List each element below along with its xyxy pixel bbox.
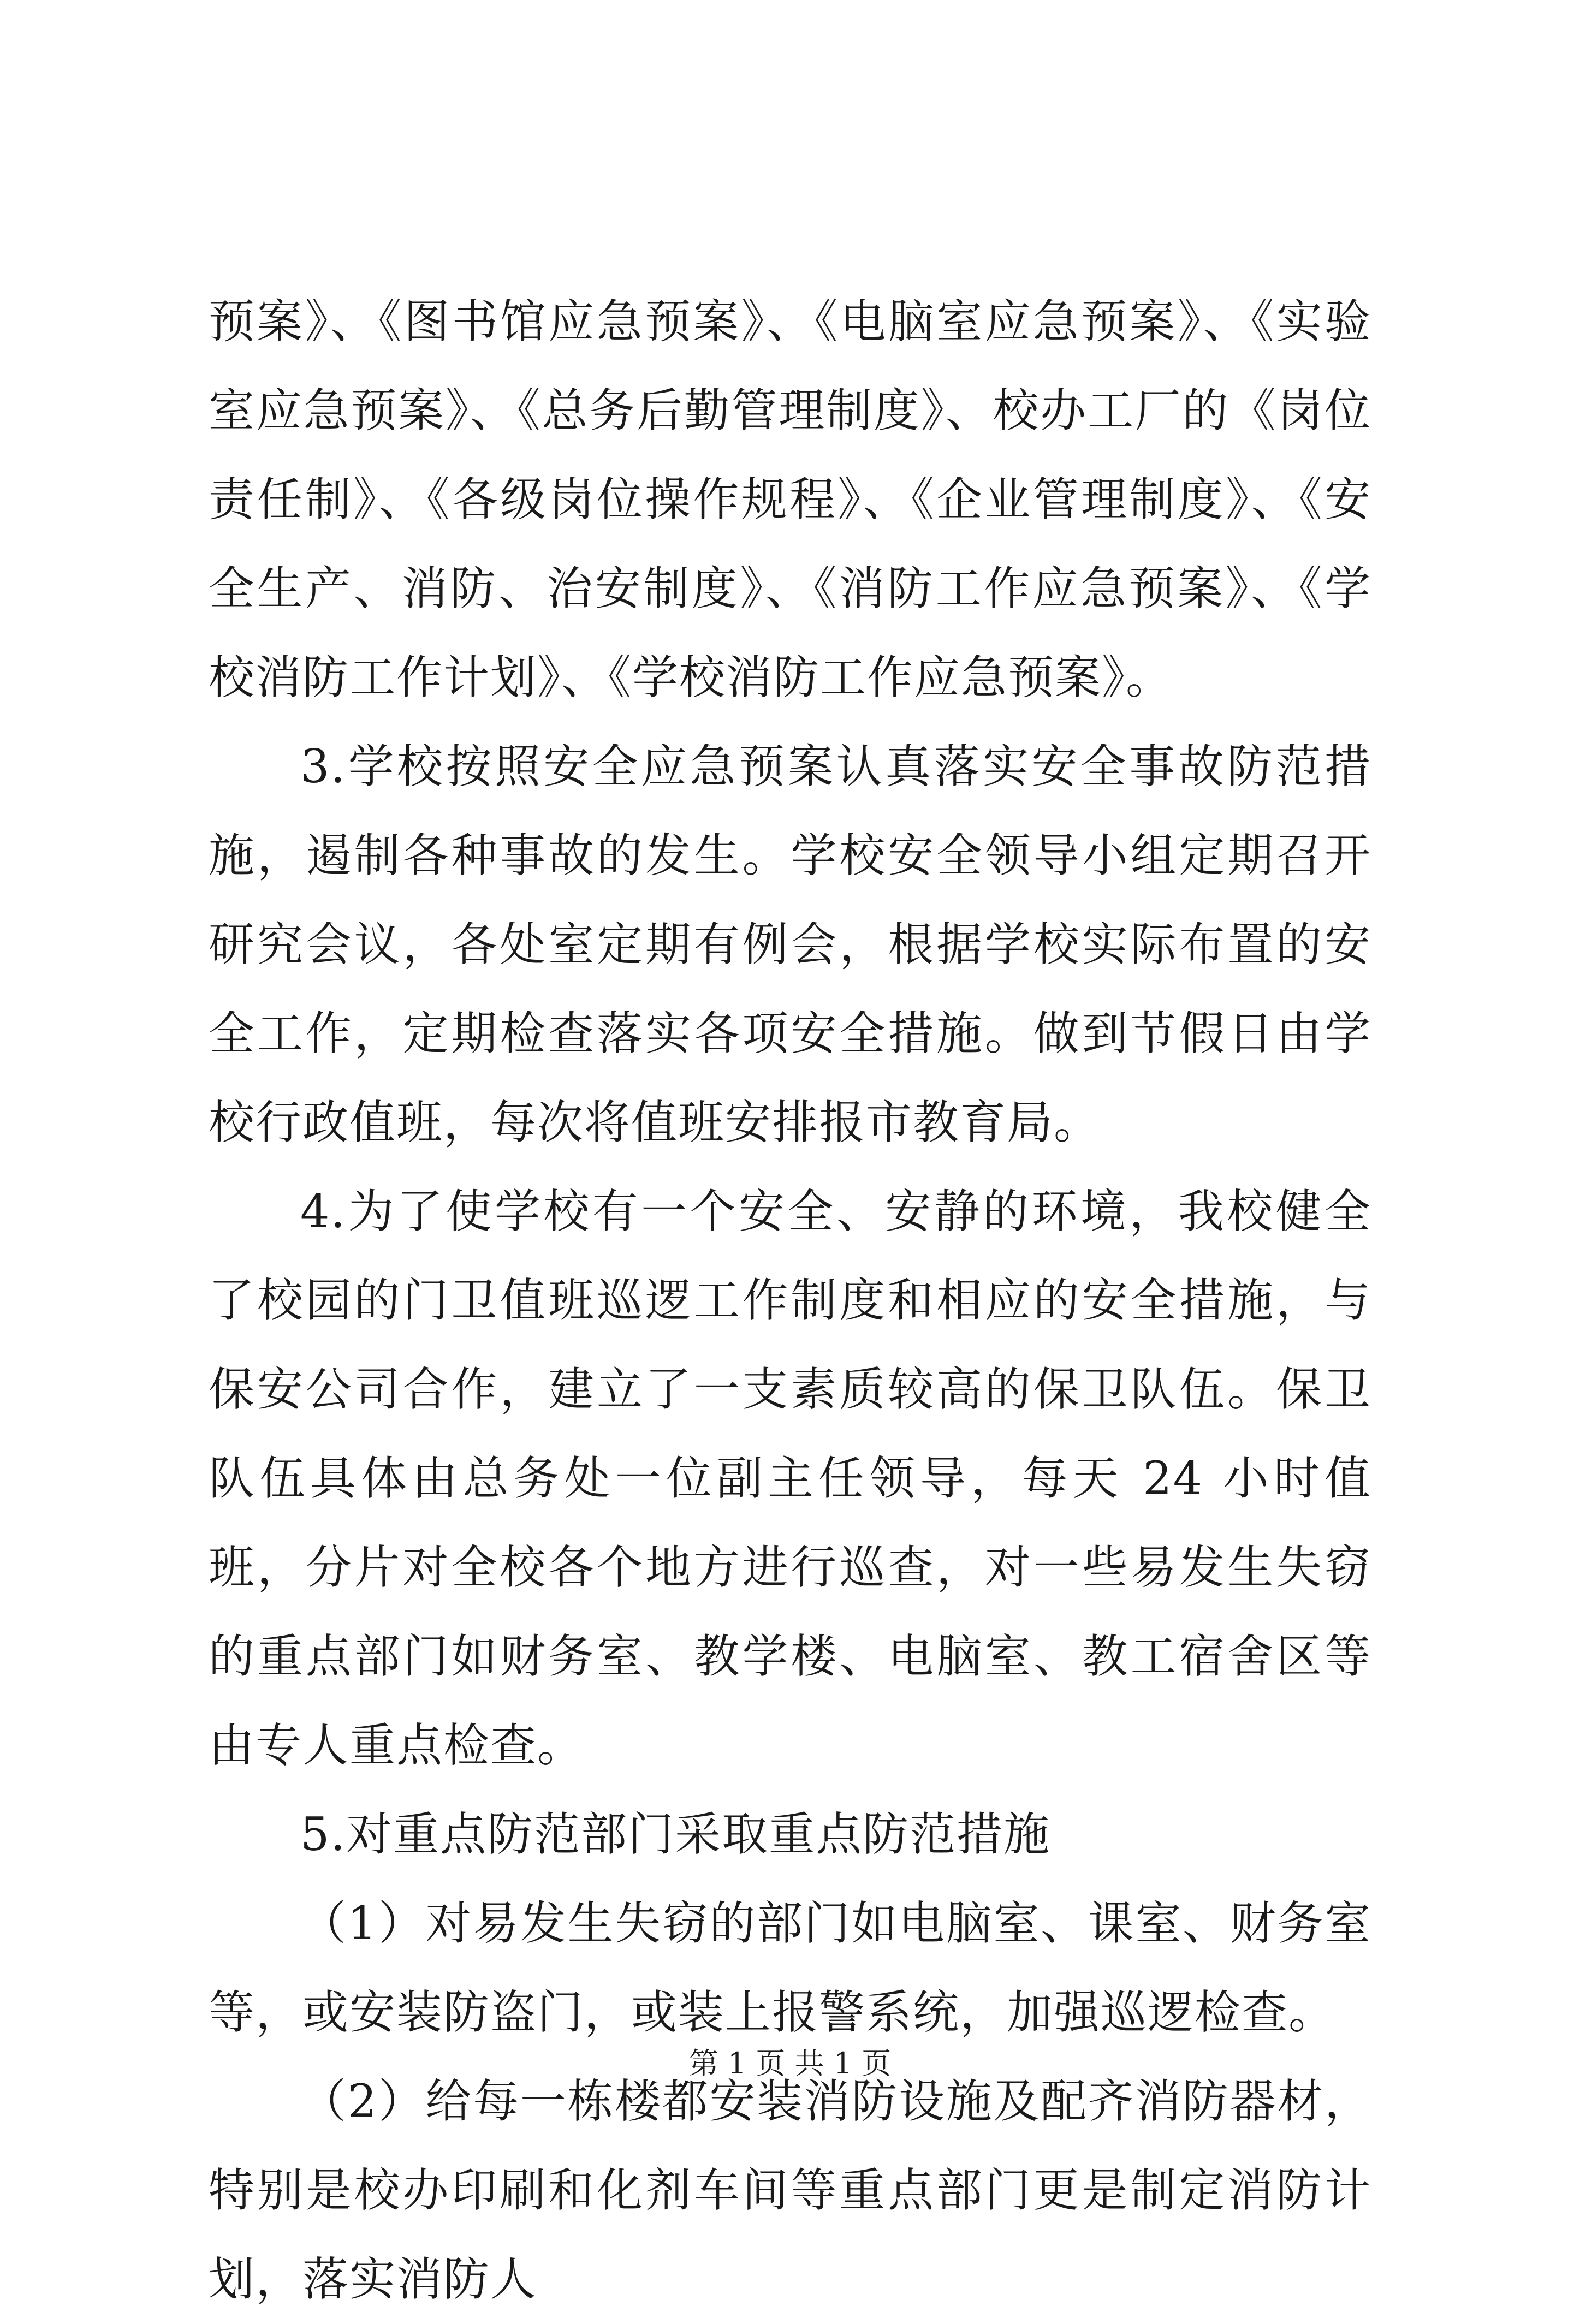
paragraph-item-4: 4.为了使学校有一个安全、安静的环境，我校健全了校园的门卫值班巡逻工作制度和相应的安全措施，与保安公司合作，建立了一支素质较高的保卫队伍。保卫队伍具体由总务处一位副主任领导，每天 24 小时值班，分片对全校各个地方进行巡查，对一些易发生失窃的重点部门如财务室、教学楼、电脑室、教工宿舍区等由专人重点检查。 bbox=[209, 1185, 1371, 1772]
paragraph-item-5: 5.对重点防范部门采取重点防范措施 bbox=[300, 1808, 1051, 1861]
paragraph-emergency-plans-list: 预案》、《图书馆应急预案》、《电脑室应急预案》、《实验室应急预案》、《总务后勤管理制度》、校办工厂的《岗位责任制》、《各级岗位操作规程》、《企业管理制度》、《安全生产、消防、治安制度》、《消防工作应急预案》、《学校消防工作计划》、《学校消防工作应急预案》。 bbox=[209, 295, 1371, 704]
paragraph-item-3: 3.学校按照安全应急预案认真落实安全事故防范措施，遏制各种事故的发生。学校安全领导小组定期召开研究会议，各处室定期有例会，根据学校实际布置的安全工作，定期检查落实各项安全措施。做到节假日由学校行政值班，每次将值班安排报市教育局。 bbox=[209, 740, 1371, 1149]
paragraph-subitem-2: （2）给每一栋楼都安装消防设施及配齐消防器材，特别是校办印刷和化剂车间等重点部门更是制定消防计划，落实消防人 bbox=[209, 2075, 1371, 2306]
page-footer: 第 1 页 共 1 页 bbox=[688, 2046, 892, 2081]
paragraph-subitem-1: （1）对易发生失窃的部门如电脑室、课室、财务室等，或安装防盗门，或装上报警系统，加强巡逻检查。 bbox=[209, 1897, 1371, 2039]
document-body bbox=[209, 277, 1371, 2324]
